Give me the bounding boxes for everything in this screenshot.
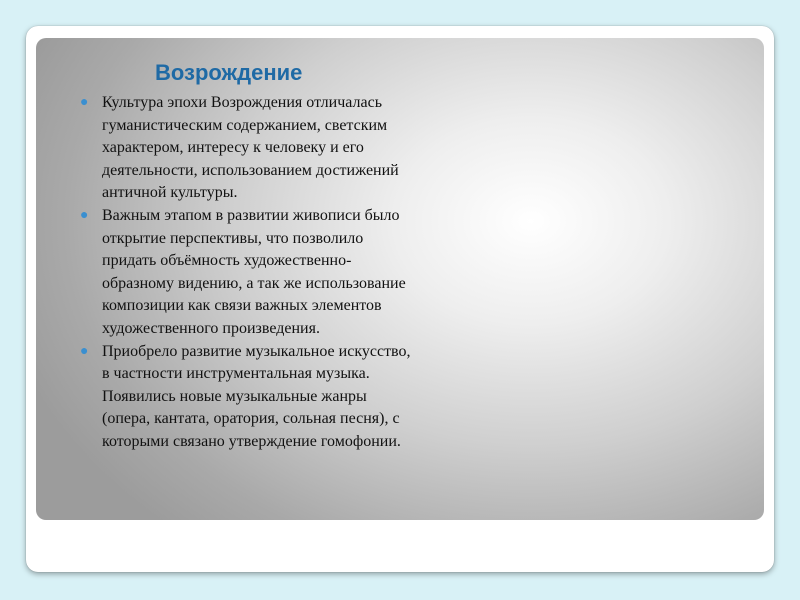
bullet-icon: ●: [80, 343, 89, 359]
bullet-line: которыми связано утверждение гомофонии.: [102, 432, 401, 450]
bullet-item-culture: [80, 92, 500, 205]
bullet-line: Важным этапом в развитии живописи было: [102, 206, 400, 224]
bullet-icon: ●: [80, 95, 89, 110]
bullet-line: открытие перспективы, что позволило: [102, 229, 364, 247]
bullet-line: Культура эпохи Возрождения отличалась: [102, 94, 382, 111]
bullet-item-music: [80, 341, 500, 454]
bullet-list: [80, 92, 500, 454]
bullet-line: (опера, кантата, оратория, сольная песня), с: [102, 410, 400, 428]
bullet-line: художественного произведения.: [102, 319, 320, 337]
bullet-text: [102, 341, 411, 454]
bullet-item-painting: [80, 205, 500, 341]
bullet-line: характером, интересу к человеку и его: [102, 139, 364, 157]
bullet-line: Появились новые музыкальные жанры: [102, 387, 367, 405]
bullet-line: Приобрело развитие музыкальное искусство,: [102, 342, 411, 360]
bullet-line: придать объёмность художественно-: [102, 252, 352, 270]
bullet-line: античной культуры.: [102, 184, 238, 202]
bullet-line: в частности инструментальная музыка.: [102, 365, 370, 383]
bullet-line: композиции как связи важных элементов: [102, 297, 382, 315]
bullet-icon: ●: [80, 207, 89, 223]
bullet-text: [102, 92, 399, 205]
bullet-line: гуманистическим содержанием, светским: [102, 116, 388, 134]
slide-title: Возрождение: [155, 60, 303, 85]
bullet-line: образному видению, а так же использование: [102, 274, 406, 292]
bullet-line: деятельности, использованием достижений: [102, 161, 399, 179]
bullet-text: [102, 205, 406, 341]
